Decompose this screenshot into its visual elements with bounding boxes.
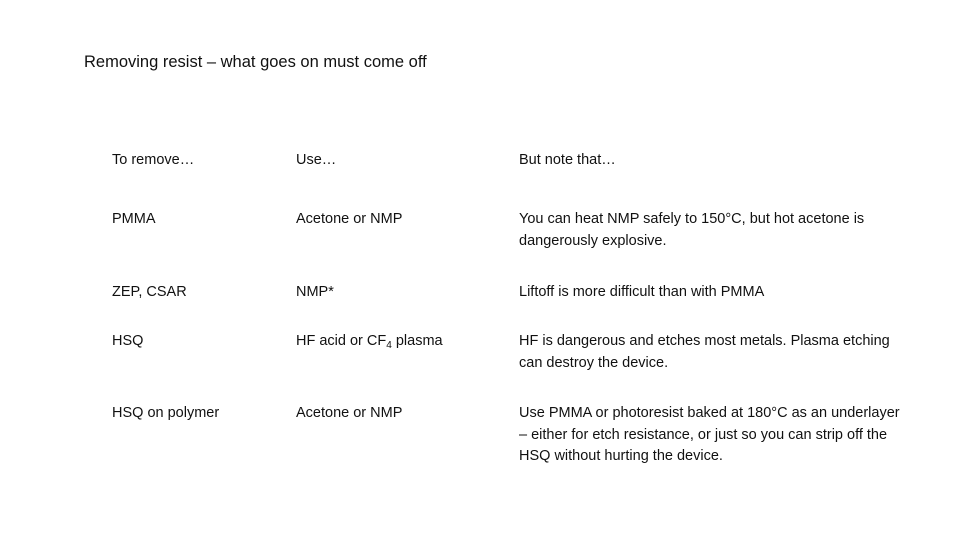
row-hsq-method-subscript: 4 [386, 340, 392, 351]
row-hsq-resist: HSQ [112, 333, 144, 349]
row-hsq-method-prefix: HF acid or CF [296, 333, 387, 349]
row-hsq-method [296, 331, 506, 353]
row-zep-method: NMP* [296, 284, 334, 300]
row-hsq-polymer-note: Use PMMA or photoresist baked at 180°C as an underlayer – either for etch resistance, or just so you can strip off the HSQ without hurting the device. [519, 405, 900, 464]
row-hsq-polymer-resist: HSQ on polymer [112, 405, 220, 421]
slide-title: Removing resist – what goes on must come off [84, 53, 427, 71]
row-zep-resist: ZEP, CSAR [112, 284, 187, 300]
row-hsq-note: HF is dangerous and etches most metals. Plasma etching can destroy the device. [519, 333, 890, 371]
header-note: But note that… [519, 152, 616, 168]
row-hsq-method-suffix: plasma [391, 333, 443, 349]
header-use: Use… [296, 152, 337, 168]
row-pmma-note: You can heat NMP safely to 150°C, but hot acetone is dangerously explosive. [519, 211, 865, 249]
row-zep-note: Liftoff is more difficult than with PMMA [519, 284, 765, 300]
row-pmma-resist: PMMA [112, 211, 156, 227]
header-to-remove: To remove… [112, 152, 195, 168]
row-hsq-polymer-method: Acetone or NMP [296, 405, 403, 421]
row-pmma-method: Acetone or NMP [296, 211, 403, 227]
